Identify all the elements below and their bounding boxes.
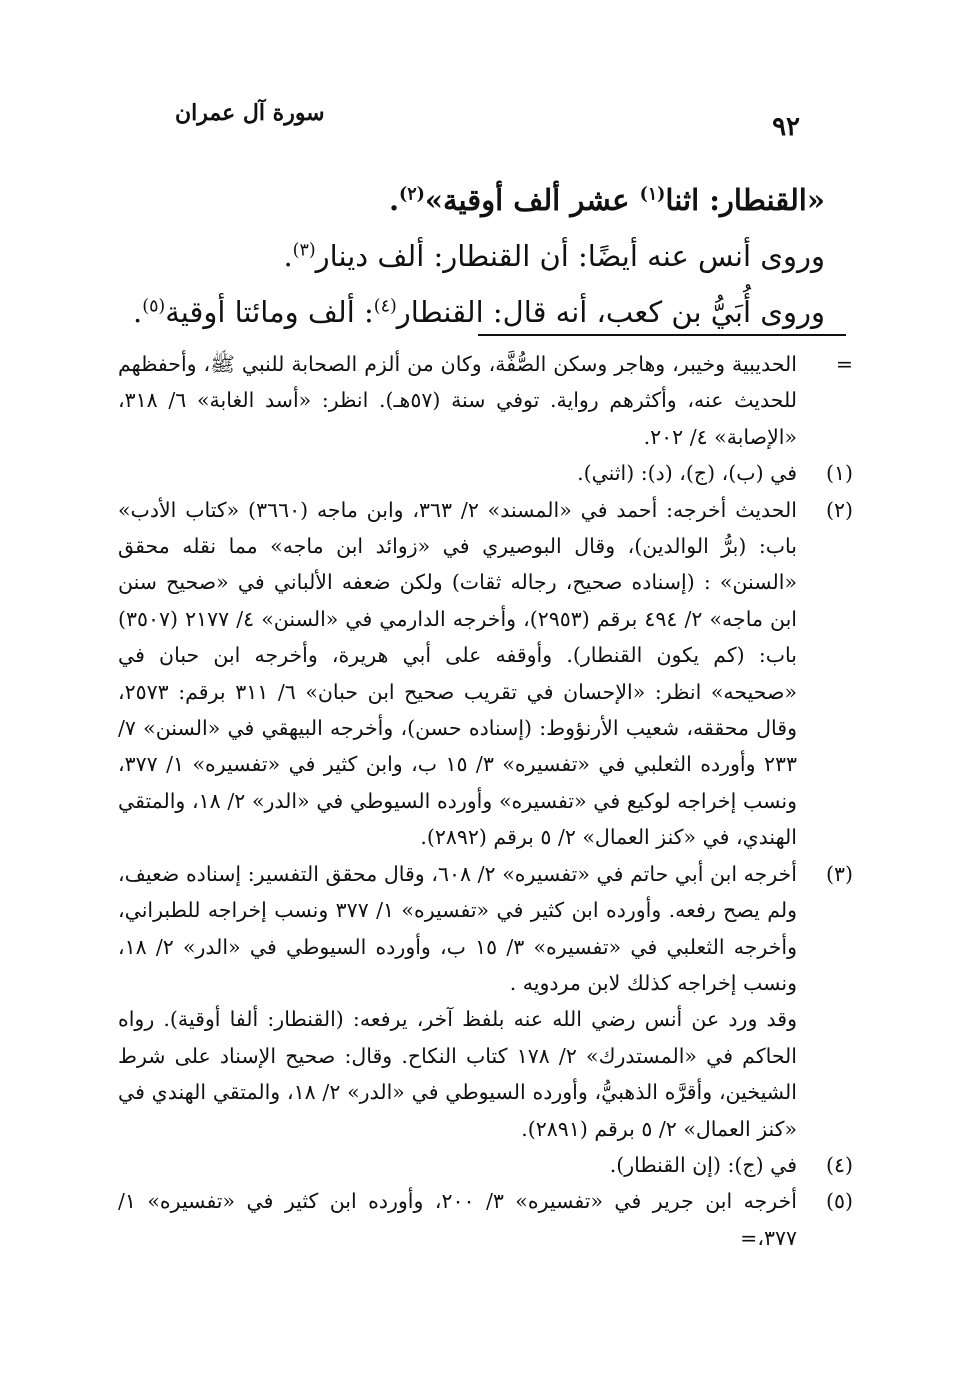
main-line-1-part1: «القنطار: اثنا [665,183,825,217]
main-line-3 [133,284,825,340]
footnote-ref-2: (٢) [399,184,425,205]
footnotes [118,346,853,1256]
footnote-text: وقد ورد عن أنس رضي الله عنه بلفظ آخر، يرفعه: (القنطار: ألفا أوقية). رواه الحاكم في «المستدرك» ٢/ ١٧٨ كتاب النكاح. وقال: صحيح الإسناد على شرط الشيخين، وأقرَّه الذهبيُّ، وأورده السيوطي في «الدر» ٢/ ١٨، والمتقي الهندي في «كنز العمال» ٢/ ٥ برقم (٢٨٩١). [118,1007,798,1141]
main-line-3-end: . [133,295,143,329]
footnote-text: أخرجه ابن أبي حاتم في «تفسيره» ٢/ ٦٠٨، وقال محقق التفسير: إسناده ضعيف، ولم يصح رفعه. وأورده ابن كثير في «تفسيره» ١/ ٣٧٧ ونسب إخراجه للطبراني، وأخرجه الثعلبي في «تفسيره» ٣/ ١٥ ب، وأورده السيوطي في «الدر» ٢/ ١٨، ونسب إخراجه كذلك لابن مردويه . [118,861,797,995]
footnote-2 [118,492,853,856]
chapter-title: سورة آل عمران [175,100,325,126]
page-header [110,100,800,140]
page-number: ٩٢ [772,112,800,142]
footnote-ref-1: (١) [639,184,666,205]
footnote-text: في (ب)، (ج)، (د): (اثني). [577,461,797,486]
footnote-4 [118,1147,853,1183]
footnote-marker: (٣) [825,861,853,886]
footnote-marker: (٤) [825,1152,853,1177]
footnote-ref-5: (٥) [142,296,166,317]
main-line-1-end: . [388,183,400,217]
main-line-2 [140,228,825,284]
footnote-text: الحديبية وخيبر، وهاجر وسكن الصُّفَّة، وكان من ألزم الصحابة للنبي ﷺ، وأحفظهم للحديث عنه، وأكثرهم رواية. توفي سنة (٥٧هـ). انظر: «أسد الغابة» ٦/ ٣١٨، «الإصابة» ٤/ ٢٠٢. [118,352,797,449]
footnote-marker: (٥) [825,1189,853,1214]
main-line-1-part2: عشر ألف أوقية» [424,183,640,217]
footnote-text: أخرجه ابن جرير في «تفسيره» ٣/ ٢٠٠، وأورده ابن كثير في «تفسيره» ١/ ٣٧٧،= [118,1189,797,1250]
footnote-separator [478,334,846,336]
footnote-5 [118,1183,853,1256]
main-text [133,172,825,340]
footnote-text: الحديث أخرجه: أحمد في «المسند» ٢/ ٣٦٣، وابن ماجه (٣٦٦٠) «كتاب الأدب» باب: (برُّ الوالدين)، وقال البوصيري في «زوائد ابن ماجه» مما نقله محقق «السنن» : (إسناده صحيح، رجاله ثقات) ولكن ضعفه الألباني في «صحيح سنن ابن ماجه» ٢/ ٤٩٤ برقم (٢٩٥٣)، وأخرجه الدارمي في «السنن» ٤/ ٢١٧٧ (٣٥٠٧) باب: (كم يكون القنطار). وأوقفه على أبي هريرة، وأخرجه ابن حبان في «صحيحه» انظر: «الإحسان في تقريب صحيح ابن حبان» ٦/ ٣١١ برقم: ٢٥٧٣، وقال محققه، شعيب الأرنؤوط: (إسناده حسن)، وأخرجه البيهقي في «السنن» ٧/ ٢٣٣ وأورده الثعلبي في «تفسيره» ٣/ ١٥ ب، وابن كثير في «تفسيره» ١/ ٣٧٧، ونسب إخراجه لوكيع في «تفسيره» وأورده السيوطي في «الدر» ٢/ ١٨، والمتقي الهندي، في «كنز العمال» ٢/ ٥ برقم (٢٨٩٢). [118,497,797,850]
footnote-3 [118,856,853,1147]
main-line-3-part1: وروى أُبَيُّ بن كعب، أنه قال: القنطار [396,295,825,329]
main-line-2-text: وروى أنس عنه أيضًا: أن القنطار: ألف دينار [315,239,825,273]
footnote-marker: (١) [825,461,853,486]
footnote-marker: (٢) [825,497,853,522]
footnote-marker: = [835,352,853,376]
footnote-ref-3: (٣) [292,240,316,261]
main-line-3-part2: : ألف ومائتا أوقية [165,295,374,329]
main-line-1 [140,172,825,228]
footnote-continuation [118,346,853,455]
footnote-1 [118,455,853,491]
main-line-2-end: . [283,239,293,273]
footnote-text: في (ج): (إن القنطار). [609,1152,797,1177]
footnote-ref-4: (٤) [373,296,397,317]
